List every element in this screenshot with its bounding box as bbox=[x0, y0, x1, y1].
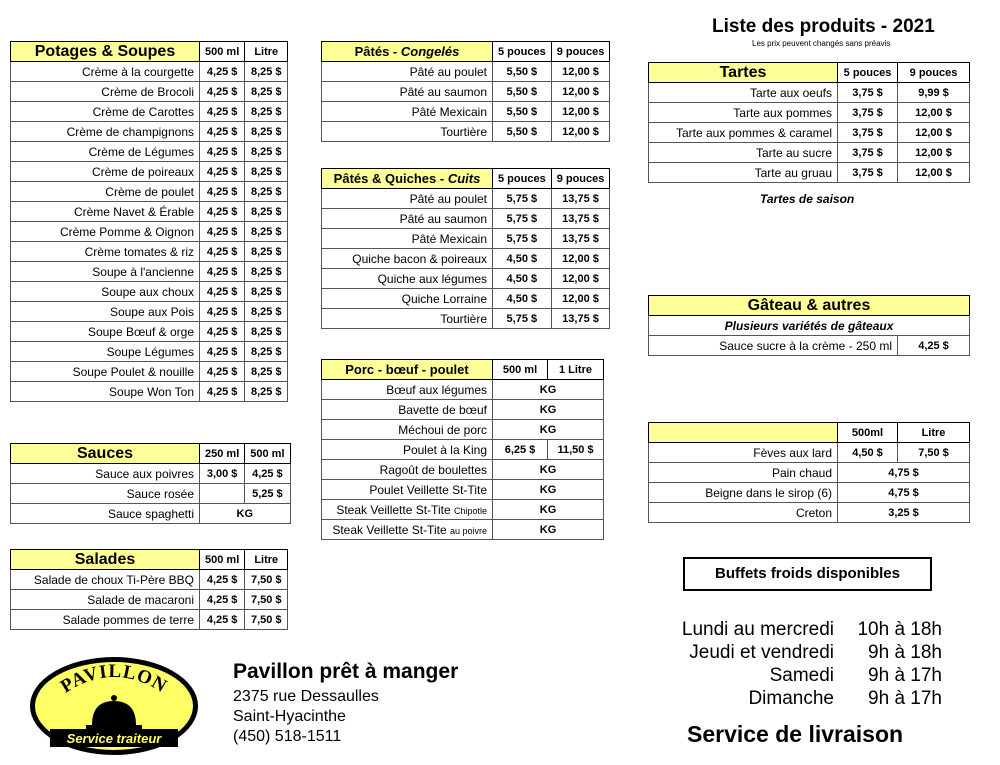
table-row bbox=[649, 83, 970, 103]
potages-item-price: 4,25 $ bbox=[200, 122, 245, 142]
pates-congeles-item-name: Tourtière bbox=[322, 122, 493, 142]
porc-item-name: Bœuf aux légumes bbox=[322, 380, 493, 400]
tartes-item-name: Tarte au sucre bbox=[649, 143, 838, 163]
pates-cuits-item-price: 13,75 $ bbox=[551, 209, 610, 229]
potages-item-price: 8,25 $ bbox=[245, 62, 288, 82]
table-row bbox=[11, 82, 288, 102]
porc-item-price: KG bbox=[493, 400, 604, 420]
potages-item-price: 4,25 $ bbox=[200, 162, 245, 182]
potages-item-price: 8,25 $ bbox=[245, 342, 288, 362]
potages-item-price: 4,25 $ bbox=[200, 242, 245, 262]
pates-congeles-item-name: Pâté Mexicain bbox=[322, 102, 493, 122]
pates-cuits-col-2: 9 pouces bbox=[551, 169, 610, 189]
table-row bbox=[11, 342, 288, 362]
potages-item-name: Crème de poulet bbox=[11, 182, 200, 202]
table-row bbox=[322, 229, 610, 249]
table-row bbox=[11, 382, 288, 402]
pates-congeles-item-price: 5,50 $ bbox=[493, 122, 552, 142]
table-row bbox=[322, 420, 604, 440]
potages-item-price: 8,25 $ bbox=[245, 82, 288, 102]
tartes-item-price: 9,99 $ bbox=[898, 83, 970, 103]
table-row bbox=[11, 202, 288, 222]
gateau-table bbox=[648, 295, 970, 356]
table-row bbox=[649, 143, 970, 163]
autres-item-price: 4,75 $ bbox=[838, 463, 970, 483]
porc-item-price: KG bbox=[493, 380, 604, 400]
table-row bbox=[322, 500, 604, 520]
logo-top-text: PAVILLON bbox=[56, 660, 171, 698]
pates-cuits-item-price: 13,75 $ bbox=[551, 309, 610, 329]
hours-row bbox=[664, 641, 942, 664]
potages-item-name: Crème tomates & riz bbox=[11, 242, 200, 262]
table-row bbox=[11, 222, 288, 242]
salades-title: Salades bbox=[11, 550, 200, 570]
table-row bbox=[322, 62, 610, 82]
autres-item-price: 4,50 $ bbox=[838, 443, 898, 463]
pates-congeles-col-2: 9 pouces bbox=[551, 42, 610, 62]
potages-item-price: 8,25 $ bbox=[245, 182, 288, 202]
potages-item-price: 8,25 $ bbox=[245, 222, 288, 242]
sauces-table bbox=[10, 443, 291, 524]
hours-time: 9h à 17h bbox=[868, 688, 942, 709]
company-address: 2375 rue Dessaulles bbox=[233, 688, 379, 705]
pates-cuits-item-name: Quiche aux légumes bbox=[322, 269, 493, 289]
porc-title: Porc - bœuf - poulet bbox=[322, 360, 493, 380]
table-row bbox=[11, 162, 288, 182]
hours-row bbox=[664, 618, 942, 641]
opening-hours bbox=[664, 618, 942, 710]
potages-item-price: 4,25 $ bbox=[200, 322, 245, 342]
pates-cuits-item-price: 12,00 $ bbox=[551, 249, 610, 269]
table-row bbox=[11, 570, 288, 590]
potages-item-price: 8,25 $ bbox=[245, 382, 288, 402]
table-row bbox=[649, 483, 970, 503]
table-row bbox=[322, 400, 604, 420]
tartes-col-1: 5 pouces bbox=[838, 63, 898, 83]
page-subtitle: Les prix peuvent changés sans préavis bbox=[752, 39, 891, 48]
pates-cuits-col-1: 5 pouces bbox=[493, 169, 552, 189]
sauces-item-price bbox=[200, 484, 245, 504]
company-name: Pavillon prêt à manger bbox=[233, 660, 459, 683]
potages-item-price: 4,25 $ bbox=[200, 362, 245, 382]
hours-row bbox=[664, 687, 942, 710]
table-row bbox=[11, 242, 288, 262]
potages-item-price: 4,25 $ bbox=[200, 222, 245, 242]
delivery-banner: Service de livraison bbox=[687, 721, 904, 747]
pates-cuits-item-price: 12,00 $ bbox=[551, 269, 610, 289]
potages-col-2: Litre bbox=[245, 42, 288, 62]
gateau-title: Gâteau & autres bbox=[649, 296, 970, 316]
hours-time: 9h à 18h bbox=[868, 642, 942, 663]
pates-congeles-item-price: 5,50 $ bbox=[493, 62, 552, 82]
gateau-subtitle: Plusieurs variétés de gâteaux bbox=[649, 316, 970, 336]
potages-item-price: 8,25 $ bbox=[245, 322, 288, 342]
sauces-item-price: 5,25 $ bbox=[245, 484, 290, 504]
porc-item-name: Steak Veillette St-Tite au poivre bbox=[322, 520, 493, 540]
hours-time: 9h à 17h bbox=[868, 665, 942, 686]
tartes-item-name: Tarte au gruau bbox=[649, 163, 838, 183]
table-row bbox=[11, 610, 288, 630]
salades-item-name: Salade de macaroni bbox=[11, 590, 200, 610]
porc-item-price: 11,50 $ bbox=[548, 440, 604, 460]
porc-table bbox=[321, 359, 604, 540]
potages-item-price: 8,25 $ bbox=[245, 262, 288, 282]
table-row bbox=[11, 142, 288, 162]
potages-item-name: Crème à la courgette bbox=[11, 62, 200, 82]
table-row bbox=[322, 440, 604, 460]
pates-congeles-item-name: Pâté au saumon bbox=[322, 82, 493, 102]
hours-day: Samedi bbox=[769, 665, 834, 686]
potages-table bbox=[10, 41, 288, 402]
sauces-item-name: Sauce spaghetti bbox=[11, 504, 200, 524]
porc-item-name: Poulet Veillette St-Tite bbox=[322, 480, 493, 500]
table-row bbox=[11, 302, 288, 322]
sauces-item-price: 3,00 $ bbox=[200, 464, 245, 484]
pates-cuits-item-price: 13,75 $ bbox=[551, 189, 610, 209]
porc-item-price: KG bbox=[493, 460, 604, 480]
company-city: Saint-Hyacinthe bbox=[233, 708, 346, 725]
hours-day: Lundi au mercredi bbox=[681, 619, 834, 640]
tartes-item-price: 3,75 $ bbox=[838, 163, 898, 183]
table-row bbox=[649, 503, 970, 523]
pates-cuits-item-price: 4,50 $ bbox=[493, 269, 552, 289]
table-row bbox=[11, 262, 288, 282]
pates-cuits-item-name: Quiche Lorraine bbox=[322, 289, 493, 309]
potages-item-price: 8,25 $ bbox=[245, 282, 288, 302]
tartes-item-price: 12,00 $ bbox=[898, 143, 970, 163]
tartes-item-price: 3,75 $ bbox=[838, 143, 898, 163]
pates-congeles-item-price: 12,00 $ bbox=[551, 122, 610, 142]
potages-item-price: 4,25 $ bbox=[200, 262, 245, 282]
table-row bbox=[322, 520, 604, 540]
porc-item-name: Méchoui de porc bbox=[322, 420, 493, 440]
salades-col-2: Litre bbox=[245, 550, 288, 570]
company-phone: (450) 518-1511 bbox=[233, 728, 342, 745]
porc-item-name: Bavette de bœuf bbox=[322, 400, 493, 420]
potages-item-price: 4,25 $ bbox=[200, 82, 245, 102]
salades-item-price: 4,25 $ bbox=[200, 590, 245, 610]
autres-item-name: Pain chaud bbox=[649, 463, 838, 483]
pates-cuits-title: Pâtés & Quiches - Cuits bbox=[322, 169, 493, 189]
table-row bbox=[11, 102, 288, 122]
tartes-item-price: 3,75 $ bbox=[838, 123, 898, 143]
potages-item-name: Soupe Bœuf & orge bbox=[11, 322, 200, 342]
table-row bbox=[322, 122, 610, 142]
potages-item-name: Soupe Légumes bbox=[11, 342, 200, 362]
pates-cuits-item-price: 13,75 $ bbox=[551, 229, 610, 249]
potages-item-price: 8,25 $ bbox=[245, 242, 288, 262]
pates-congeles-item-name: Pâté au poulet bbox=[322, 62, 493, 82]
pates-congeles-item-price: 5,50 $ bbox=[493, 102, 552, 122]
company-info bbox=[233, 660, 458, 747]
pates-cuits-item-price: 5,75 $ bbox=[493, 209, 552, 229]
potages-item-name: Soupe Won Ton bbox=[11, 382, 200, 402]
pates-cuits-item-price: 4,50 $ bbox=[493, 249, 552, 269]
hours-time: 10h à 18h bbox=[857, 619, 942, 640]
pates-cuits-item-name: Tourtière bbox=[322, 309, 493, 329]
potages-item-name: Soupe aux choux bbox=[11, 282, 200, 302]
salades-item-price: 7,50 $ bbox=[245, 590, 288, 610]
potages-item-name: Crème de champignons bbox=[11, 122, 200, 142]
table-row bbox=[322, 460, 604, 480]
table-row bbox=[11, 504, 291, 524]
table-row bbox=[649, 103, 970, 123]
table-row bbox=[11, 484, 291, 504]
potages-item-name: Crème de poireaux bbox=[11, 162, 200, 182]
salades-table bbox=[10, 549, 288, 630]
potages-item-price: 4,25 $ bbox=[200, 342, 245, 362]
page-title: Liste des produits - 2021 bbox=[712, 16, 935, 37]
potages-item-name: Crème Pomme & Oignon bbox=[11, 222, 200, 242]
potages-item-price: 4,25 $ bbox=[200, 62, 245, 82]
sauces-item-name: Sauce aux poivres bbox=[11, 464, 200, 484]
potages-item-name: Crème de Brocoli bbox=[11, 82, 200, 102]
table-row bbox=[322, 269, 610, 289]
table-row bbox=[11, 282, 288, 302]
porc-col-2: 1 Litre bbox=[548, 360, 604, 380]
table-row bbox=[322, 380, 604, 400]
list-item bbox=[649, 336, 970, 356]
sauces-item-price: KG bbox=[200, 504, 291, 524]
hours-day: Jeudi et vendredi bbox=[689, 642, 834, 663]
sauces-col-1: 250 ml bbox=[200, 444, 245, 464]
salades-item-price: 7,50 $ bbox=[245, 610, 288, 630]
pates-congeles-table bbox=[321, 41, 610, 142]
porc-item-name: Steak Veillette St-Tite Chipotle bbox=[322, 500, 493, 520]
potages-item-price: 4,25 $ bbox=[200, 182, 245, 202]
gateau-item-name: Sauce sucre à la crème - 250 ml bbox=[649, 336, 898, 356]
pates-cuits-table bbox=[321, 168, 610, 329]
table-row bbox=[322, 189, 610, 209]
potages-title: Potages & Soupes bbox=[11, 42, 200, 62]
potages-item-price: 8,25 $ bbox=[245, 202, 288, 222]
salades-item-name: Salade pommes de terre bbox=[11, 610, 200, 630]
porc-item-price: 6,25 $ bbox=[493, 440, 548, 460]
porc-item-price: KG bbox=[493, 500, 604, 520]
table-row bbox=[322, 102, 610, 122]
sauces-item-name: Sauce rosée bbox=[11, 484, 200, 504]
salades-item-price: 4,25 $ bbox=[200, 570, 245, 590]
tartes-item-name: Tarte aux oeufs bbox=[649, 83, 838, 103]
pates-cuits-item-name: Quiche bacon & poireaux bbox=[322, 249, 493, 269]
potages-item-price: 8,25 $ bbox=[245, 122, 288, 142]
tartes-table bbox=[648, 62, 970, 183]
autres-item-price: 7,50 $ bbox=[898, 443, 970, 463]
tartes-col-2: 9 pouces bbox=[898, 63, 970, 83]
autres-title bbox=[649, 423, 838, 443]
pates-congeles-title: Pâtés - Congelés bbox=[322, 42, 493, 62]
potages-item-name: Soupe aux Pois bbox=[11, 302, 200, 322]
pates-congeles-item-price: 5,50 $ bbox=[493, 82, 552, 102]
salades-item-name: Salade de choux Ti-Père BBQ bbox=[11, 570, 200, 590]
table-row bbox=[11, 464, 291, 484]
porc-item-price: KG bbox=[493, 480, 604, 500]
tartes-item-price: 12,00 $ bbox=[898, 163, 970, 183]
potages-item-price: 4,25 $ bbox=[200, 302, 245, 322]
pates-cuits-item-price: 5,75 $ bbox=[493, 309, 552, 329]
autres-item-price: 3,25 $ bbox=[838, 503, 970, 523]
pates-congeles-item-price: 12,00 $ bbox=[551, 82, 610, 102]
tartes-note: Tartes de saison bbox=[760, 192, 855, 206]
potages-item-price: 8,25 $ bbox=[245, 302, 288, 322]
pates-congeles-item-price: 12,00 $ bbox=[551, 102, 610, 122]
table-row bbox=[11, 590, 288, 610]
pates-cuits-item-name: Pâté Mexicain bbox=[322, 229, 493, 249]
table-row bbox=[322, 249, 610, 269]
autres-item-price: 4,75 $ bbox=[838, 483, 970, 503]
pates-cuits-item-name: Pâté au poulet bbox=[322, 189, 493, 209]
potages-item-name: Crème de Carottes bbox=[11, 102, 200, 122]
tartes-item-price: 12,00 $ bbox=[898, 123, 970, 143]
table-row bbox=[11, 362, 288, 382]
porc-col-1: 500 ml bbox=[493, 360, 548, 380]
pates-cuits-item-price: 4,50 $ bbox=[493, 289, 552, 309]
table-row bbox=[11, 62, 288, 82]
table-row bbox=[11, 182, 288, 202]
salades-item-price: 7,50 $ bbox=[245, 570, 288, 590]
autres-table bbox=[648, 422, 970, 523]
tartes-item-price: 12,00 $ bbox=[898, 103, 970, 123]
table-row bbox=[322, 480, 604, 500]
potages-item-price: 4,25 $ bbox=[200, 282, 245, 302]
table-row bbox=[322, 209, 610, 229]
pates-cuits-item-price: 12,00 $ bbox=[551, 289, 610, 309]
porc-item-name: Poulet à la King bbox=[322, 440, 493, 460]
sauces-item-price: 4,25 $ bbox=[245, 464, 290, 484]
gateau-item-price: 4,25 $ bbox=[898, 336, 970, 356]
potages-item-name: Crème Navet & Érable bbox=[11, 202, 200, 222]
potages-item-price: 8,25 $ bbox=[245, 162, 288, 182]
table-row bbox=[649, 443, 970, 463]
salades-col-1: 500 ml bbox=[200, 550, 245, 570]
porc-item-name: Ragoût de boulettes bbox=[322, 460, 493, 480]
pates-cuits-item-price: 5,75 $ bbox=[493, 189, 552, 209]
autres-col-2: Litre bbox=[898, 423, 970, 443]
potages-item-price: 4,25 $ bbox=[200, 202, 245, 222]
autres-item-name: Beigne dans le sirop (6) bbox=[649, 483, 838, 503]
pates-congeles-item-price: 12,00 $ bbox=[551, 62, 610, 82]
table-row bbox=[649, 463, 970, 483]
potages-col-1: 500 ml bbox=[200, 42, 245, 62]
tartes-title: Tartes bbox=[649, 63, 838, 83]
salades-item-price: 4,25 $ bbox=[200, 610, 245, 630]
sauces-title: Sauces bbox=[11, 444, 200, 464]
autres-item-name: Creton bbox=[649, 503, 838, 523]
tartes-item-name: Tarte aux pommes & caramel bbox=[649, 123, 838, 143]
pates-cuits-item-price: 5,75 $ bbox=[493, 229, 552, 249]
potages-item-price: 4,25 $ bbox=[200, 382, 245, 402]
table-row bbox=[322, 289, 610, 309]
table-row bbox=[11, 122, 288, 142]
sauces-col-2: 500 ml bbox=[245, 444, 290, 464]
potages-item-price: 4,25 $ bbox=[200, 142, 245, 162]
tartes-item-price: 3,75 $ bbox=[838, 103, 898, 123]
table-row bbox=[11, 322, 288, 342]
potages-item-price: 4,25 $ bbox=[200, 102, 245, 122]
hours-row bbox=[664, 664, 942, 687]
tartes-item-price: 3,75 $ bbox=[838, 83, 898, 103]
potages-item-price: 8,25 $ bbox=[245, 142, 288, 162]
potages-item-name: Soupe à l'ancienne bbox=[11, 262, 200, 282]
autres-col-1: 500ml bbox=[838, 423, 898, 443]
table-row bbox=[322, 82, 610, 102]
table-row bbox=[649, 123, 970, 143]
porc-item-price: KG bbox=[493, 520, 604, 540]
pates-cuits-item-name: Pâté au saumon bbox=[322, 209, 493, 229]
logo-bottom-text: Service traiteur bbox=[66, 731, 162, 746]
potages-item-name: Soupe Poulet & nouille bbox=[11, 362, 200, 382]
buffets-box: Buffets froids disponibles bbox=[683, 557, 932, 591]
pavillon-logo bbox=[28, 655, 200, 757]
potages-item-price: 8,25 $ bbox=[245, 102, 288, 122]
porc-item-price: KG bbox=[493, 420, 604, 440]
table-row bbox=[649, 163, 970, 183]
tartes-item-name: Tarte aux pommes bbox=[649, 103, 838, 123]
potages-item-name: Crème de Légumes bbox=[11, 142, 200, 162]
table-row bbox=[322, 309, 610, 329]
potages-item-price: 8,25 $ bbox=[245, 362, 288, 382]
pates-congeles-col-1: 5 pouces bbox=[493, 42, 552, 62]
hours-day: Dimanche bbox=[748, 688, 834, 709]
autres-item-name: Fèves aux lard bbox=[649, 443, 838, 463]
